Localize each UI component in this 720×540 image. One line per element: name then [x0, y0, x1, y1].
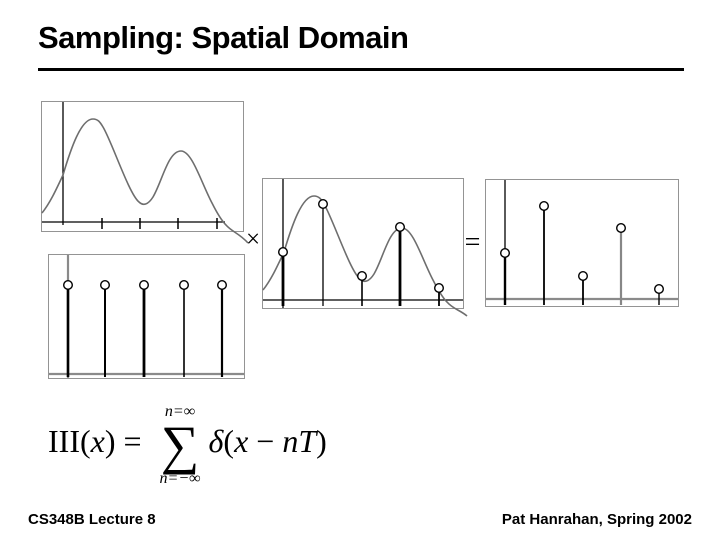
comb-function-formula: [48, 400, 327, 490]
signal-plot: [41, 101, 244, 232]
title-underline: [38, 68, 684, 71]
product-plot: [262, 178, 464, 309]
sum-upper-limit: n=∞: [164, 403, 196, 420]
comb-plot: [48, 254, 245, 379]
multiply-operator: ×: [245, 226, 261, 253]
formula-lhs: III(x) =: [48, 422, 150, 459]
sum-lower-limit: n=−∞: [159, 470, 201, 487]
sampled-plot: [485, 179, 679, 307]
formula-rhs: δ(x − nT): [208, 422, 327, 459]
equals-operator: =: [464, 227, 481, 258]
footer-credit-label: Pat Hanrahan, Spring 2002: [501, 511, 692, 528]
slide-title: Sampling: Spatial Domain: [38, 20, 409, 55]
summation: [160, 403, 201, 487]
sigma-symbol: ∑: [160, 415, 200, 475]
footer-lecture-label: CS348B Lecture 8: [28, 511, 156, 528]
